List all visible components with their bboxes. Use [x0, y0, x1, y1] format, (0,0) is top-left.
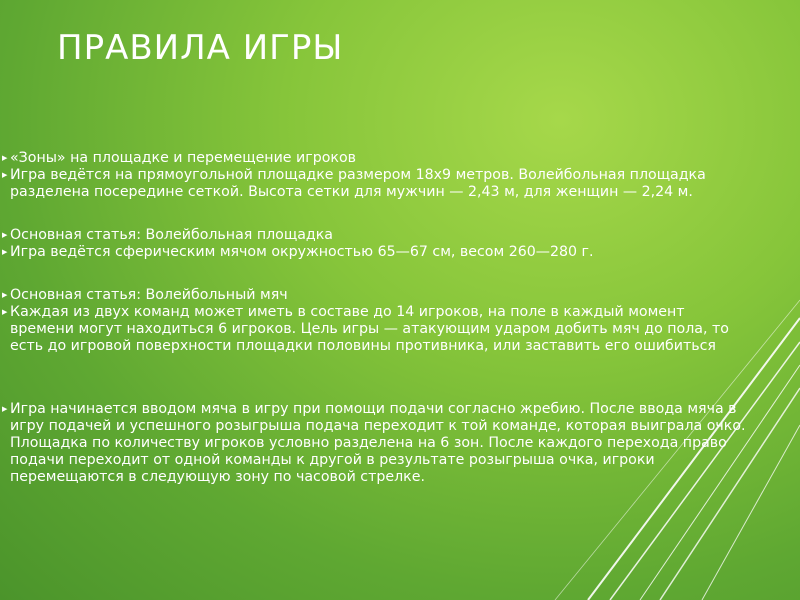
bullet-text: Игра начинается вводом мяча в игру при помощи подачи согласно жребию. После ввода мяча в игру подачей и успешного розыгрыша подача переходит к той команде, которая выиграла очко. Площадка по количеству игроков условно разделена на 6 зон. После каждого перехода право подачи переходит от одной команды к другой в результате розыгрыша очка, игроки перемещаются в следующую зону по часовой стрелке.: [10, 401, 746, 485]
bullet-icon: ▶: [2, 231, 8, 239]
bullet-icon: ▶: [2, 308, 8, 316]
slide-title: ПРАВИЛА ИГРЫ: [57, 28, 344, 68]
bullet-icon: ▶: [2, 248, 8, 256]
bullet-item-main-article-ball: [2, 287, 750, 304]
bullet-icon: ▶: [2, 291, 8, 299]
bullet-item-zones: [2, 150, 750, 167]
bullet-icon: ▶: [2, 154, 8, 162]
bullet-text: Каждая из двух команд может иметь в составе до 14 игроков, на поле в каждый момент времени могут находиться 6 игроков. Цель игры — атакующим ударом добить мяч до пола, то есть до игровой поверхности площадки половины противника, или заставить его ошибиться: [10, 304, 729, 354]
bullet-text: Игра ведётся на прямоугольной площадке размером 18x9 метров. Волейбольная площадка разделена посередине сеткой. Высота сетки для мужчин — 2,43 м, для женщин — 2,24 м.: [10, 167, 706, 200]
bullet-icon: ▶: [2, 171, 8, 179]
bullet-icon: ▶: [2, 405, 8, 413]
bullet-item-teams: [2, 304, 750, 355]
bullet-text: Основная статья: Волейбольный мяч: [10, 287, 288, 303]
bullet-text: Основная статья: Волейбольная площадка: [10, 227, 333, 243]
bullet-item-ball: [2, 244, 750, 261]
bullet-text: «Зоны» на площадке и перемещение игроков: [10, 150, 357, 166]
bullet-item-main-article-court: [2, 227, 750, 244]
slide-content: [2, 150, 750, 486]
bullet-item-serve: [2, 401, 750, 486]
bullet-text: Игра ведётся сферическим мячом окружностью 65—67 см, весом 260—280 г.: [10, 244, 594, 260]
bullet-item-court: [2, 167, 750, 201]
